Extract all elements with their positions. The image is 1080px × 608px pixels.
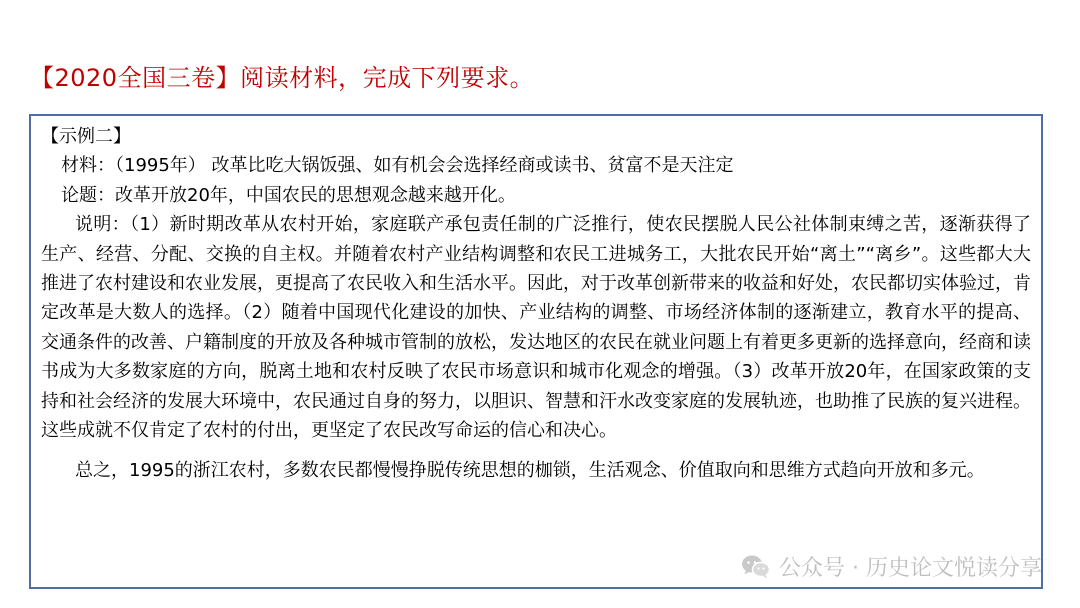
watermark-text: 公众号 · 历史论文悦读分享 <box>779 556 1042 581</box>
page-title: 【2020全国三卷】阅读材料，完成下列要求。 <box>30 64 535 92</box>
explanation-paragraph: 说明：（1）新时期改革从农村开始，家庭联产承包责任制的广泛推行，使农民摆脱人民公社体制束缚之苦，逐渐获得了生产、经营、分配、交换的自主权。并随着农村产业结构调整和农民工进城务工，大批农民开始“离土”“离乡”。这些都大大推进了农村建设和农业发展，更提高了农民收入和生活水平。因此，对于改革创新带来的收益和好处，农民都切实体验过，肯定改革是大数人的选择。（2）随着中国现代化建设的加快、产业结构的调整、市场经济体制的逐渐建立，教育水平的提高、交通条件的改善、户籍制度的开放及各种城市管制的放松，发达地区的农民在就业问题上有着更多更新的选择意向，经商和读书成为大多数家庭的方向，脱离土地和农村反映了农民市场意识和城市化观念的增强。（3）改革开放20年，在国家政策的支持和社会经济的发展大环境中，农民通过自身的努力，以胆识、智慧和汗水改变家庭的发展轨迹，也助推了民族的复兴进程。这些成就不仅肯定了农村的付出，更坚定了农民改写命运的信心和决心。 <box>41 214 1031 442</box>
example-heading: 【示例二】 <box>41 126 131 147</box>
wechat-icon <box>741 554 771 580</box>
thesis-line: 论题：改革开放20年，中国农民的思想观念越来越开化。 <box>61 184 516 206</box>
example-box <box>29 114 1043 589</box>
watermark <box>741 551 1042 582</box>
material-line: 材料：（1995年） 改革比吃大锅饭强、如有机会会选择经商或读书、贫富不是天注定 <box>61 155 734 177</box>
conclusion-paragraph: 总之，1995的浙江农村，多数农民都慢慢挣脱传统思想的枷锁，生活观念、价值取向和思维方式趋向开放和多元。 <box>75 460 985 482</box>
